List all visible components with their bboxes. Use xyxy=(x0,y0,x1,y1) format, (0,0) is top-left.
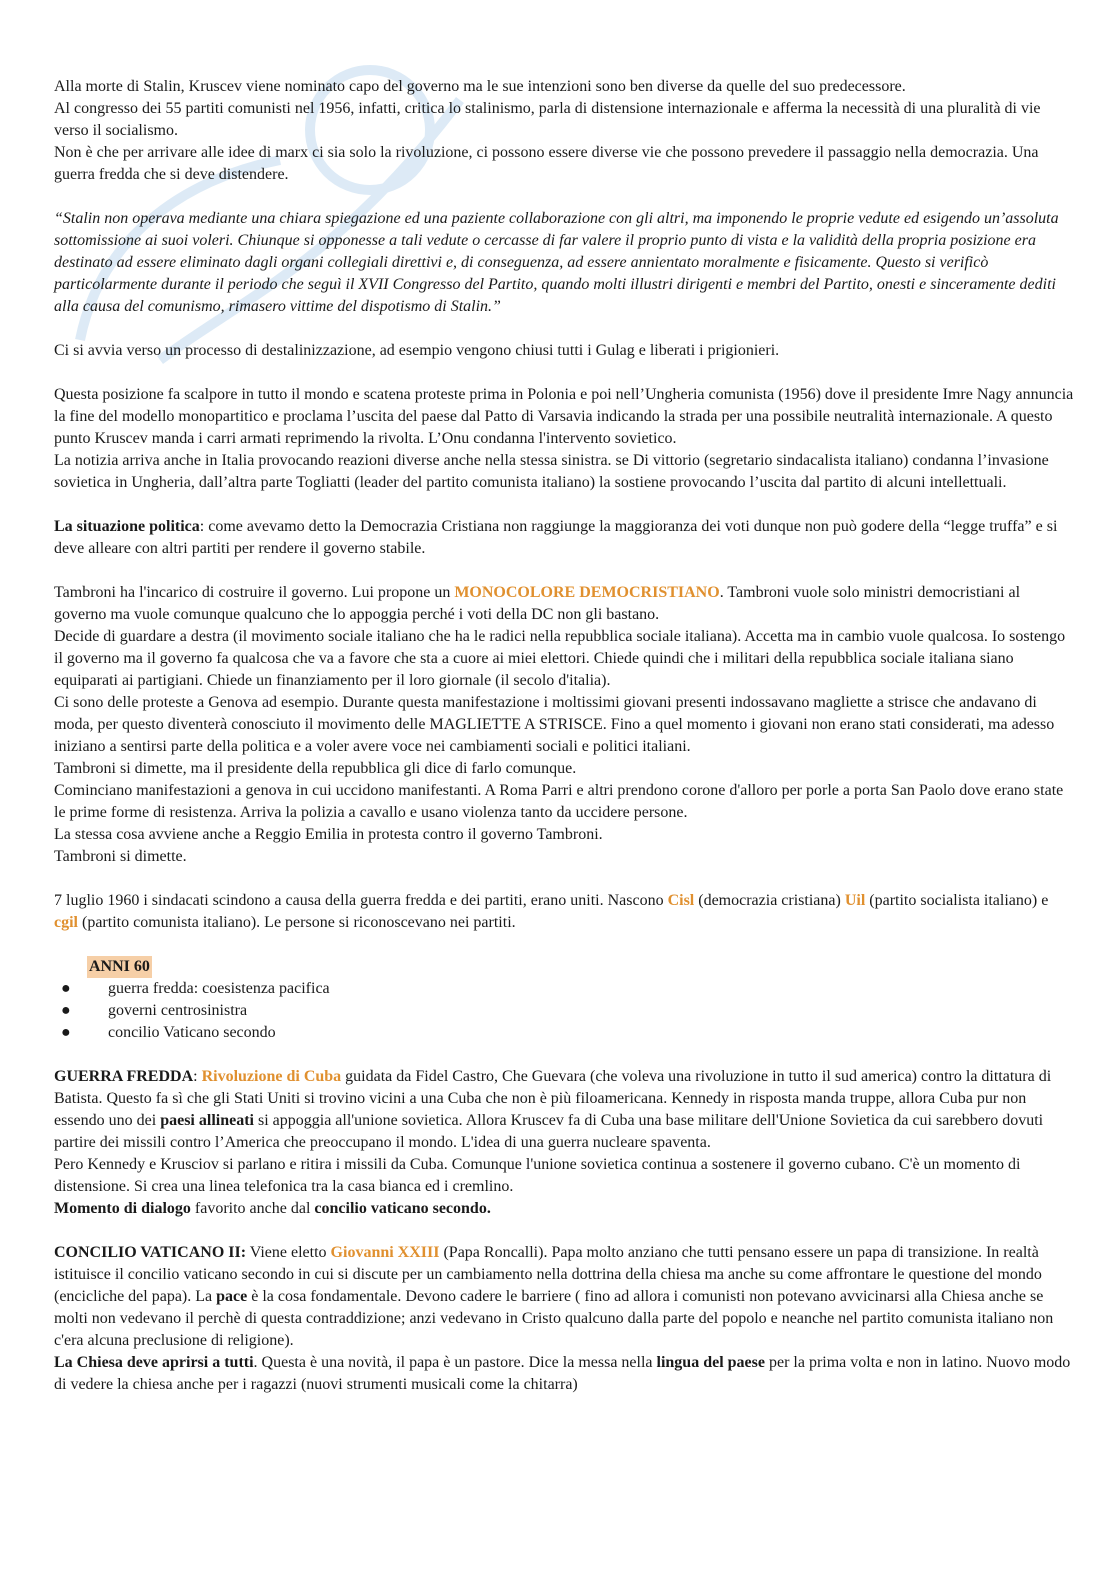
cold-war-paragraph xyxy=(54,1066,1076,1154)
list-item-text: guerra fredda: coesistenza pacifica xyxy=(108,980,330,997)
dialogue-text: favorito anche dal xyxy=(190,1200,315,1217)
italy-reaction-paragraph: La notizia arriva anche in Italia provocando reazioni diverse anche nella stessa sinistra. se Di vittorio (segretario sindacalista italiano) condanna l’invasione sovietica in Ungheria, dall’altra parte Togliatti (leader del partito comunista italiano) la sostiene provocando l’uscita dal partito di alcuni intellettuali. xyxy=(54,452,1049,491)
stalin-quote: “Stalin non operava mediante una chiara spiegazione ed una paziente collaborazione con gli altri, ma imponendo le proprie vedute ed esigendo un’assoluta sottomissione ai suoi voleri. Chiunque si opponesse a tali vedute o cercasse di far valere il proprio punto di vista e la validità della propria posizione era destinato ad essere eliminato dagli organi collegiali direttivi e, di conseguenza, ad essere annientato moralmente e fisicamente. Questo si verificò particolarmente durante il periodo che seguì il XVII Congresso del Partito, quando molti illustri dirigenti e membri del Partito, onesti e sinceramente dediti alla causa del comunismo, rimasero vittime del dispotismo di Stalin.” xyxy=(54,210,1059,315)
council-line-2 xyxy=(54,1352,1076,1396)
stalin-line-1: Alla morte di Stalin, Kruscev viene nominato capo del governo ma le sue intenzioni sono ben diverse da quelle del suo predecessore. xyxy=(54,78,906,95)
council-title: CONCILIO VATICANO II: xyxy=(54,1244,247,1261)
council-text-e: per la prima volta e non in latino. Nuovo modo di vedere la chiesa anche per i ragazzi (nuovi strumenti musicali come la chitarra) xyxy=(54,1354,1071,1393)
anni-60-list xyxy=(54,978,1076,1044)
stalin-paragraph xyxy=(54,76,1076,186)
destalinization-paragraph: Ci si avvia verso un processo di destalinizzazione, ad esempio vengono chiusi tutti i Gulag e liberati i prigionieri. xyxy=(54,342,780,359)
list-item-text: governi centrosinistra xyxy=(108,1002,248,1019)
unions-text-a: 7 luglio 1960 i sindacati scindono a causa della guerra fredda e dei partiti, erano uniti. Nascono xyxy=(54,892,668,909)
bullet-icon: ● xyxy=(61,1002,71,1019)
unions-text-b: (democrazia cristiana) xyxy=(694,892,845,909)
dialogue-bold: Momento di dialogo xyxy=(54,1200,191,1217)
uil-highlight: Uil xyxy=(844,892,866,909)
council-text-a: Viene eletto xyxy=(246,1244,331,1261)
political-situation-title: La situazione politica xyxy=(54,518,200,535)
political-situation-paragraph xyxy=(54,516,1076,560)
political-situation-text: : come avevamo detto la Democrazia Cristiana non raggiunge la maggioranza dei voti dunque non può godere della “legge truffa” e si deve alleare con altri partiti per rendere il governo stabile. xyxy=(54,518,1058,557)
unions-text-d: (partito comunista italiano). Le persone si riconoscevano nei partiti. xyxy=(78,914,516,931)
unions-text-c: (partito socialista italiano) e xyxy=(865,892,1049,909)
stalin-line-2: Al congresso dei 55 partiti comunisti nel 1956, infatti, critica lo stalinismo, parla di distensione internazionale e afferma la necessità di una pluralità di vie verso il socialismo. xyxy=(54,100,1041,139)
tambroni-text-a: Tambroni ha l'incarico di costruire il governo. Lui propone un xyxy=(54,584,455,601)
cold-war-colon: : xyxy=(193,1068,202,1085)
lingua-bold: lingua del paese xyxy=(656,1354,765,1371)
bullet-icon: ● xyxy=(61,980,71,997)
cold-war-line-2: Pero Kennedy e Krusciov si parlano e ritira i missili da Cuba. Comunque l'unione sovietica continua a sostenere il governo cubano. C'è un momento di distensione. Si crea una linea telefonica tra la casa bianca ed i cremlino. xyxy=(54,1156,1021,1195)
cold-war-text-a: guidata da Fidel Castro, Che Guevara (che voleva una rivoluzione in tutto il sud america) contro la dittatura di Batista. Questo fa sì che gli Stati Uniti si trovino vicini a una Cuba che non è più filoamericana. Kennedy in risposta manda truppe, allora Cuba pur non essendo uno dei xyxy=(54,1068,1052,1129)
pace-bold: pace xyxy=(216,1288,248,1305)
council-text-c: è la cosa fondamentale. Devono cadere le barriere ( fino ad allora i comunisti non potevano avvicinarsi alla Chiesa anche se molti non vedevano il perchè di questa contraddizione; anzi vedevano in Cristo qualcuno dalla parte del popolo e neanche nel partito comunista italiano non c'era alcuna preclusione di religione). xyxy=(54,1288,1054,1349)
list-item xyxy=(54,978,1076,1000)
tambroni-section xyxy=(54,582,1076,868)
hungary-paragraph: Questa posizione fa scalpore in tutto il mondo e scatena proteste prima in Polonia e poi nell’Ungheria comunista (1956) dove il presidente Imre Nagy annuncia la fine del modello monopartitico e proclama l’uscita del paese dal Patto di Varsavia indicando la strada per una possibile neutralità internazionale. A questo punto Kruscev manda i carri armati reprimendo la rivolta. L’Onu condanna l'intervento sovietico. xyxy=(54,386,1074,447)
hungary-section xyxy=(54,384,1076,494)
council-paragraph xyxy=(54,1242,1076,1352)
unions-paragraph xyxy=(54,890,1076,934)
monocolore-highlight: MONOCOLORE DEMOCRISTIANO xyxy=(454,584,720,601)
anni-60-heading: ANNI 60 xyxy=(87,956,152,978)
stalin-line-3: Non è che per arrivare alle idee di marx ci sia solo la rivoluzione, ci possono essere diverse vie che possono prevedere il passaggio nella democrazia. Una guerra fredda che si deve distendere. xyxy=(54,144,1039,183)
tambroni-text-b: . Tambroni vuole solo ministri democristiani al governo ma vuole comunque qualcuno che lo appoggia perché i voti della DC non gli bastano. xyxy=(54,584,1021,623)
anni-60-section xyxy=(54,956,1076,1044)
list-item xyxy=(54,1000,1076,1022)
tambroni-line-2: Decide di guardare a destra (il movimento sociale italiano che ha le radici nella repubblica sociale italiana). Accetta ma in cambio vuole qualcosa. Io sostengo il governo ma il governo fa qualcosa che va a favore che sta a cuore ai miei elettori. Chiede quindi che i militari della repubblica sociale italiana siano equiparati ai partigiani. Chiede un finanziamento per il loro giornale (il secolo d'italia). xyxy=(54,628,1066,689)
council-text-d: . Questa è una novità, il papa è un pastore. Dice la messa nella xyxy=(253,1354,657,1371)
church-open-bold: La Chiesa deve aprirsi a tutti xyxy=(54,1354,254,1371)
bullet-icon: ● xyxy=(61,1024,71,1041)
cgil-highlight: cgil xyxy=(54,914,78,931)
tambroni-line-4: Tambroni si dimette, ma il presidente della repubblica gli dice di farlo comunque. xyxy=(54,760,577,777)
document-page xyxy=(54,76,1076,1396)
cold-war-text-b: si appoggia all'unione sovietica. Allora Kruscev fa di Cuba una base militare dell'Unione Sovietica da cui sarebbero dovuti partire dei missili contro l’America che preoccupano il mondo. L'idea di una guerra nucleare spaventa. xyxy=(54,1112,1044,1151)
cold-war-title: GUERRA FREDDA xyxy=(54,1068,194,1085)
concilio-bold: concilio vaticano secondo. xyxy=(314,1200,491,1217)
tambroni-line-5: Cominciano manifestazioni a genova in cui uccidono manifestanti. A Roma Parri e altri prendono corone d'alloro per porle a porta San Paolo dove erano state le prime forme di resistenza. Arriva la polizia a cavallo e usano violenza tanto da uccidere persone. xyxy=(54,782,1064,821)
cuba-revolution-highlight: Rivoluzione di Cuba xyxy=(201,1068,342,1085)
council-text-b: (Papa Roncalli). Papa molto anziano che tutti pensano essere un papa di transizione. In realtà istituisce il concilio vaticano secondo in cui si discute per un cambiamento nella dottrina della chiesa ma anche su come affrontare le questione del mondo (encicliche del papa). La xyxy=(54,1244,1042,1305)
list-item xyxy=(54,1022,1076,1044)
giovanni-xxiii-highlight: Giovanni XXIII xyxy=(330,1244,440,1261)
dialogue-line xyxy=(54,1198,1076,1220)
cold-war-section xyxy=(54,1066,1076,1220)
tambroni-line-6: La stessa cosa avviene anche a Reggio Emilia in protesta contro il governo Tambroni. xyxy=(54,826,603,843)
cisl-highlight: Cisl xyxy=(667,892,695,909)
tambroni-line-3: Ci sono delle proteste a Genova ad esempio. Durante questa manifestazione i moltissimi giovani presenti indossavano magliette a strisce che andavano di moda, per questo diventerà conosciuto il movimento delle MAGLIETTE A STRISCE. Fino a quel momento i giovani non erano stati considerati, ma adesso iniziano a sentirsi parte della politica e a voler avere voce nei cambiamenti sociali e politici italiani. xyxy=(54,694,1055,755)
paesi-allineati-bold: paesi allineati xyxy=(160,1112,254,1129)
list-item-text: concilio Vaticano secondo xyxy=(108,1024,276,1041)
council-section xyxy=(54,1242,1076,1396)
tambroni-line-7: Tambroni si dimette. xyxy=(54,848,187,865)
tambroni-line-1 xyxy=(54,582,1076,626)
